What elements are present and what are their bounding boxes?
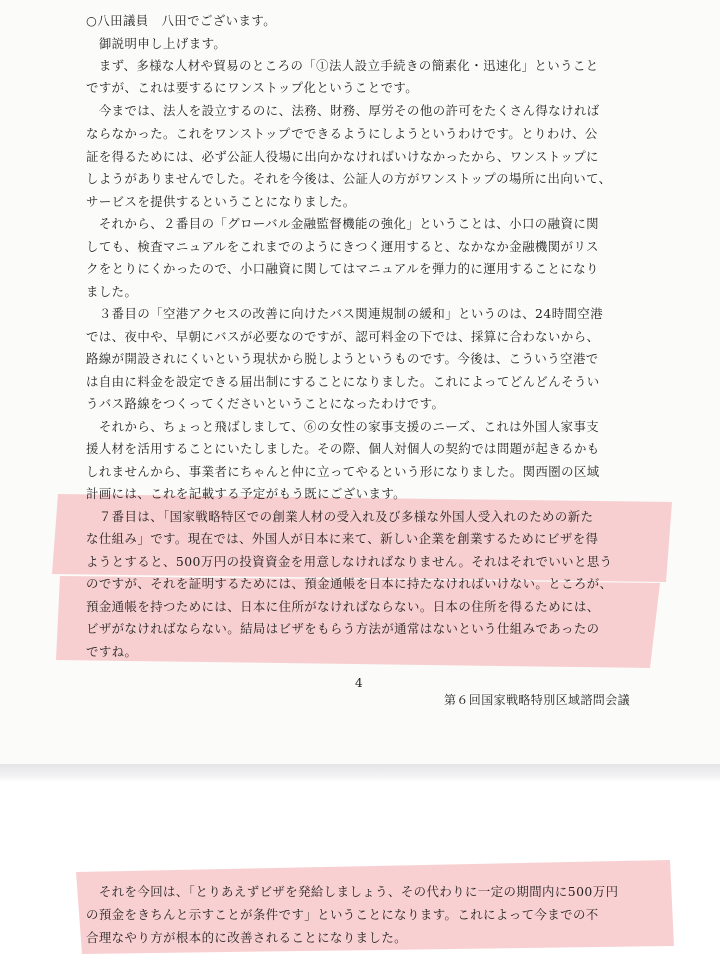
text-line: のですが、それを証明するためには、預金通帳を日本に持たなければいけない。ところが、 [86,576,613,591]
text-line: ですね。 [86,644,138,659]
text-line: 今までは、法人を設立するのに、法務、財務、厚労その他の許可をたくさん得なければ [86,103,600,118]
text-line: 路線が開設されにくいという現状から脱しようというものです。今後は、こういう空港で [86,351,599,366]
text-line: しれませんから、事業者にちゃんと仲に立ってやるという形になりました。関西圏の区域 [86,464,600,479]
text-line: 預金通帳を持つためには、日本に住所がなければならない。日本の住所を得るためには、 [86,599,600,614]
text-line: 証を得るためには、必ず公証人役場に出向かなければいけなかったから、ワンストップに [86,149,599,164]
text-line: では、夜中や、早朝にバスが必要なのですが、認可料金の下では、採算に合わないから、 [86,329,600,344]
text-line: 合理なやり方が根本的に改善されることになりました。 [86,930,408,945]
text-line: ようとすると、500万円の投資資金を用意しなければなりません。それはそれでいいと思う [86,554,613,569]
text-line: まず、多様な人材や貿易のところの「①法人設立手続きの簡素化・迅速化」ということ [86,58,599,73]
text-line: ビザがなければならない。結局はビザをもらう方法が通常はないという仕組みであったの [86,621,600,636]
text-line: ですが、これは要するにワンストップ化ということです。 [86,80,419,95]
text-line: それを今回は、「とりあえずビザを発給しましょう、その代わりに一定の期間内に500万円 [86,884,619,899]
text-line: 御説明申し上げます。 [86,36,227,51]
text-line: うバス路線をつくってくださいということになったわけです。 [86,396,445,411]
text-line: な仕組み」です。現在では、外国人が日本に来て、新しい企業を創業するためにビザを得 [86,531,599,546]
text-line: 援人材を活用することにいたしました。その際、個人対個人の契約では問題が起きるかも [86,441,600,456]
text-line: それから、２番目の「グローバル金融監督機能の強化」ということは、小口の融資に関 [86,216,600,231]
text-line: それから、ちょっと飛ばしまして、⑥の女性の家事支援のニーズ、これは外国人家事支 [86,419,600,434]
page-number: 4 [355,676,363,690]
text-line: ７番目は、「国家戦略特区での創業人材の受入れ及び多様な外国人受入れのための新た [86,509,594,524]
text-line: しても、検査マニュアルをこれまでのようにきつく運用すると、なかなか金融機関がリス [86,239,599,254]
text-line: ３番目の「空港アクセスの改善に向けたバス関連規制の緩和」というのは、24時間空港 [86,306,604,321]
text-line: は自由に料金を設定できる届出制にすることになりました。これによってどんどんそうい [86,374,600,389]
text-line: サービスを提供するということになりました。 [86,194,356,209]
text-line: しようがありませんでした。それを今後は、公証人の方がワンストップの場所に出向いて、 [86,171,612,186]
text-line: ○八田議員 八田でございます。 [86,13,277,28]
text-line: ならなかった。これをワンストップでできるようにしようというわけです。とりわけ、公 [86,126,598,141]
text-line: ました。 [86,284,138,299]
text-line: クをとりにくかったので、小口融資に関してはマニュアルを弾力的に運用することになり [86,261,599,276]
page-footer: 第６回国家戦略特別区域諮問会議 [444,693,631,707]
text-line: の預金をきちんと示すことが条件です」ということになります。これによって今までの不 [86,907,599,922]
text-line: 計画には、これを記載する予定がもう既にございます。 [86,486,407,501]
